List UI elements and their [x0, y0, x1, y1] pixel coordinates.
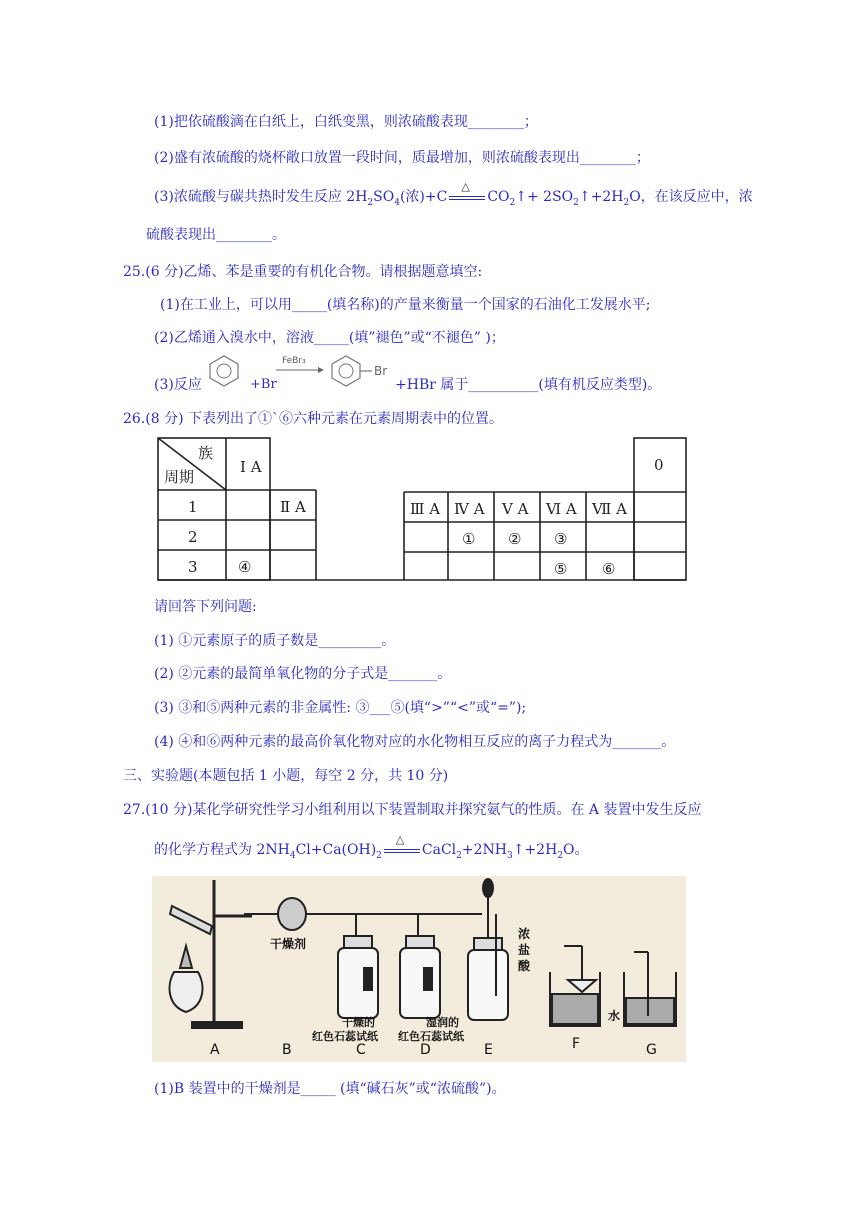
element-5: ⑤ — [554, 560, 568, 578]
q25-heading: 25.(6 分)乙烯、苯是重要的有机化合物。请根据题意填空: — [123, 264, 483, 280]
hcl-label-1: 浓 — [518, 927, 531, 941]
q26-answer-1: (1) ①元素原子的质子数是_________。 — [154, 633, 396, 649]
label-e: E — [484, 1042, 493, 1058]
label-a: A — [210, 1042, 220, 1058]
label-f: F — [572, 1036, 581, 1052]
q24-part3-line2: 硫酸表现出________。 — [146, 227, 286, 243]
group-5a: Ⅴ A — [502, 500, 529, 518]
label-b: B — [282, 1042, 292, 1058]
q24-part3: (3)浓硫酸与碳共热时发生反应 $2H_2SO_4$(浓)+C △ $CO_2↑+$ $2SO_2↑+2H_2O$，在该反应中，浓 — [154, 180, 753, 208]
br2-reagent: +Br — [250, 377, 277, 392]
element-2: ② — [508, 530, 522, 548]
period-2: 2 — [188, 528, 198, 546]
label-g: G — [646, 1042, 657, 1058]
ammonia-apparatus-diagram — [152, 876, 686, 1062]
element-6: ⑥ — [602, 560, 616, 578]
catalyst-label: FeBr₃ — [282, 356, 306, 366]
element-4: ④ — [238, 558, 252, 576]
q27-heading: 27.(10 分)某化学研究性学习小组利用以下装置制取并探究氨气的性质。在 A 装置中发生反应 — [123, 802, 702, 818]
q26-answer-2: (2) ②元素的最简单氧化物的分子式是_______。 — [154, 666, 452, 682]
dryer-label: 干燥剂 — [270, 937, 307, 951]
dry-paper-label: 干燥的 红色石蕊试纸 — [312, 1016, 378, 1043]
q25-part3: (3)反应 — [154, 377, 202, 393]
label-c: C — [356, 1042, 366, 1058]
group-4a: Ⅳ A — [454, 500, 485, 518]
period-3: 3 — [188, 558, 198, 576]
bromobenzene-ring-icon — [332, 356, 372, 386]
bromine-substituent: Br — [374, 364, 388, 378]
benzene-ring-icon — [210, 356, 238, 386]
q24-part2: (2)盛有浓硫酸的烧杯敞口放置一段时间，质最增加，则浓硫酸表现出________； — [154, 150, 650, 166]
wet-paper-label: 湿润的 红色石蕊试纸 — [398, 1016, 464, 1043]
heating-condition-arrow: △ — [447, 188, 487, 206]
heating-condition-arrow: △ — [382, 841, 422, 859]
q25-part3-tail: +HBr 属于__________(填有机反应类型)。 — [395, 377, 662, 393]
hcl-label-3: 酸 — [518, 959, 531, 973]
label-d: D — [420, 1042, 431, 1058]
q26-prompt: 请回答下列问题: — [154, 599, 257, 615]
periodic-table-excerpt — [156, 436, 688, 584]
hcl-label-2: 盐 — [518, 943, 531, 957]
group-6a: Ⅵ A — [546, 500, 577, 518]
q26-answer-4: (4) ④和⑥两种元素的最高价氧化物对应的水化物相互反应的离子力程式为_______。 — [154, 734, 676, 750]
section-3-heading: 三、实验题(本题包括 1 小题，每空 2 分，共 10 分) — [123, 768, 449, 784]
group-1a: Ⅰ A — [240, 458, 262, 476]
period-1: 1 — [188, 498, 198, 516]
q26-answer-3: (3) ③和⑤两种元素的非金属性: ③___⑤(填“>”“<”或“=”); — [154, 700, 527, 716]
q24-part1: (1)把依硫酸滴在白纸上，白纸变黑，则浓硫酸表现________； — [154, 114, 538, 130]
water-label: 水 — [608, 1009, 621, 1023]
q26-heading: 26.(8 分) 下表列出了①`⑥六种元素在元素周期表中的位置。 — [123, 411, 503, 427]
table-header-group: 族 — [198, 444, 214, 462]
group-0: 0 — [654, 456, 664, 474]
element-3: ③ — [554, 530, 568, 548]
table-header-period: 周期 — [164, 468, 195, 486]
q27-equation: 的化学方程式为 $2NH_4Cl+Ca(OH)_2$ △ $CaCl_2+2NH_3↑+2H_2O$。 — [154, 833, 589, 861]
group-7a: Ⅶ A — [592, 500, 627, 518]
q27-part1: (1)B 装置中的干燥剂是_____ (填“碱石灰”或“浓硫酸”)。 — [154, 1081, 506, 1097]
group-3a: Ⅲ A — [410, 500, 441, 518]
group-2a: Ⅱ A — [280, 498, 306, 516]
q25-part2: (2)乙烯通入溴水中，溶液_____(填”褪色”或“不褪色” )； — [154, 330, 505, 346]
element-1: ① — [462, 530, 476, 548]
q25-part1: (1)在工业上，可以用_____(填名称)的产量来衡量一个国家的石油化工发展水平; — [160, 297, 651, 313]
